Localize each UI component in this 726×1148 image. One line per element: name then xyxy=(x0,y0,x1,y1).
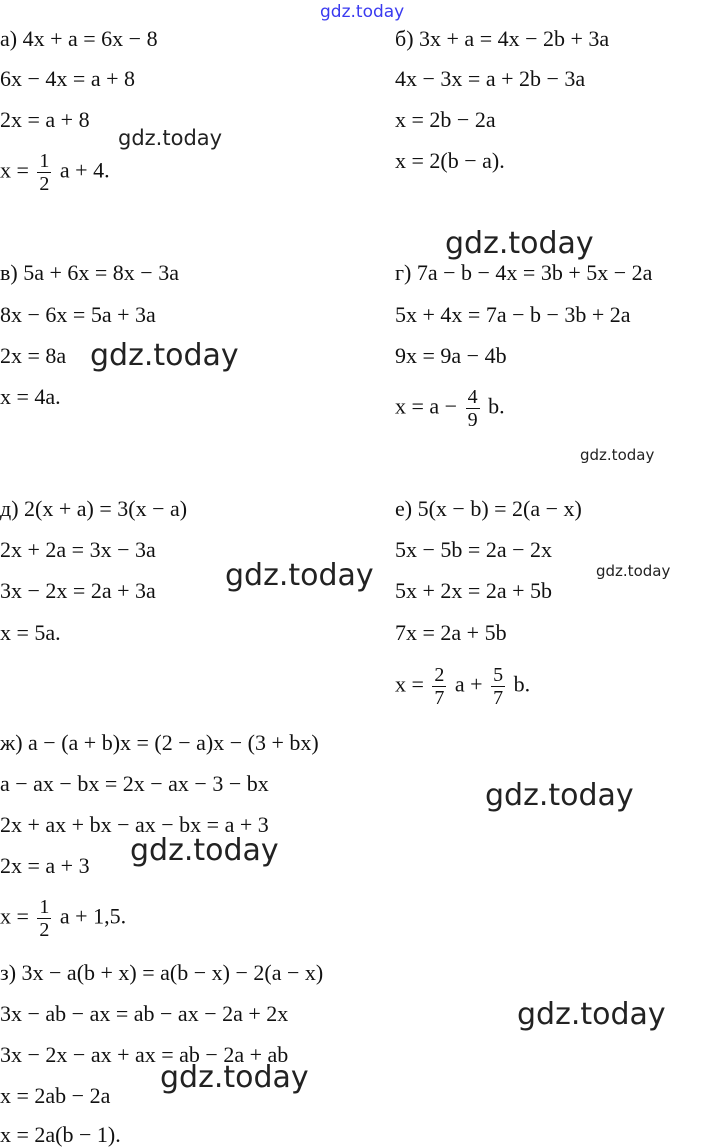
denominator: 2 xyxy=(39,173,50,195)
watermark: gdz.today xyxy=(580,446,655,464)
problem-a-line-1: а) 4x + a = 6x − 8 xyxy=(0,26,158,51)
fraction xyxy=(491,664,505,709)
problem-e-line-3: 5x + 2x = 2a + 5b xyxy=(395,578,552,603)
problem-v-line-1: в) 5a + 6x = 8x − 3a xyxy=(0,260,179,285)
expr-suffix: a + 4. xyxy=(59,157,110,183)
problem-d-line-3: 3x − 2x = 2a + 3a xyxy=(0,578,156,603)
problem-b-line-1: б) 3x + a = 4x − 2b + 3a xyxy=(395,26,610,51)
problem-z-line-3: 3x − 2x − ax + ax = ab − 2a + ab xyxy=(0,1042,289,1067)
expr-prefix: x = xyxy=(0,903,29,929)
watermark: gdz.today xyxy=(118,126,223,150)
numerator: 2 xyxy=(434,664,445,686)
expr-suffix: b. xyxy=(488,393,505,419)
numerator: 5 xyxy=(493,664,504,686)
denominator: 7 xyxy=(434,687,445,709)
numerator: 4 xyxy=(467,386,478,408)
watermark: gdz.today xyxy=(160,1060,309,1095)
problem-z-line-5: x = 2a(b − 1). xyxy=(0,1122,121,1147)
problem-g-line-4 xyxy=(395,386,505,431)
problem-a-line-4 xyxy=(0,150,110,195)
problem-g-line-1: г) 7a − b − 4x = 3b + 5x − 2a xyxy=(395,260,653,285)
expr-suffix: a + 1,5. xyxy=(59,903,127,929)
watermark: gdz.today xyxy=(445,226,594,261)
problem-v-line-3: 2x = 8a xyxy=(0,343,67,368)
denominator: 9 xyxy=(467,409,478,431)
problem-v-line-4: x = 4a. xyxy=(0,384,61,409)
numerator: 1 xyxy=(39,896,50,918)
problem-d-line-2: 2x + 2a = 3x − 3a xyxy=(0,537,156,562)
problem-e-line-5 xyxy=(395,664,530,709)
problem-e-line-1: е) 5(x − b) = 2(a − x) xyxy=(395,496,582,521)
problem-d-line-1: д) 2(x + a) = 3(x − a) xyxy=(0,496,188,521)
expr-prefix: x = a − xyxy=(395,393,458,419)
problem-e-line-2: 5x − 5b = 2a − 2x xyxy=(395,537,552,562)
problem-b-line-4: x = 2(b − a). xyxy=(395,148,505,173)
watermark: gdz.today xyxy=(485,778,634,813)
problem-zh-line-3: 2x + ax + bx − ax − bx = a + 3 xyxy=(0,812,269,837)
watermark: gdz.today xyxy=(225,558,374,593)
problem-a-line-3: 2x = a + 8 xyxy=(0,107,90,132)
watermark: gdz.today xyxy=(90,338,239,373)
expr-suffix: b. xyxy=(513,671,531,697)
problem-b-line-3: x = 2b − 2a xyxy=(395,107,496,132)
fraction xyxy=(37,896,51,941)
problem-b-line-2: 4x − 3x = a + 2b − 3a xyxy=(395,66,586,91)
problem-zh-line-4: 2x = a + 3 xyxy=(0,853,90,878)
problem-zh-line-1: ж) a − (a + b)x = (2 − a)x − (3 + bx) xyxy=(0,730,319,755)
fraction xyxy=(37,150,51,195)
problem-zh-line-5 xyxy=(0,896,126,941)
denominator: 2 xyxy=(39,919,50,941)
watermark: gdz.today xyxy=(596,562,671,580)
fraction xyxy=(466,386,480,431)
problem-z-line-1: з) 3x − a(b + x) = a(b − x) − 2(a − x) xyxy=(0,960,324,985)
watermark: gdz.today xyxy=(130,833,279,868)
expr-prefix: x = xyxy=(0,157,29,183)
problem-a-line-2: 6x − 4x = a + 8 xyxy=(0,66,135,91)
problem-g-line-3: 9x = 9a − 4b xyxy=(395,343,507,368)
problem-d-line-4: x = 5a. xyxy=(0,620,61,645)
fraction xyxy=(432,664,446,709)
watermark-top: gdz.today xyxy=(320,2,405,22)
numerator: 1 xyxy=(39,150,50,172)
problem-v-line-2: 8x − 6x = 5a + 3a xyxy=(0,302,156,327)
problem-zh-line-2: a − ax − bx = 2x − ax − 3 − bx xyxy=(0,771,269,796)
denominator: 7 xyxy=(493,687,504,709)
expr-prefix: x = xyxy=(395,671,424,697)
expr-middle: a + xyxy=(454,671,483,697)
problem-z-line-2: 3x − ab − ax = ab − ax − 2a + 2x xyxy=(0,1001,289,1026)
problem-e-line-4: 7x = 2a + 5b xyxy=(395,620,507,645)
watermark: gdz.today xyxy=(517,997,666,1032)
problem-z-line-4: x = 2ab − 2a xyxy=(0,1083,111,1108)
problem-g-line-2: 5x + 4x = 7a − b − 3b + 2a xyxy=(395,302,631,327)
